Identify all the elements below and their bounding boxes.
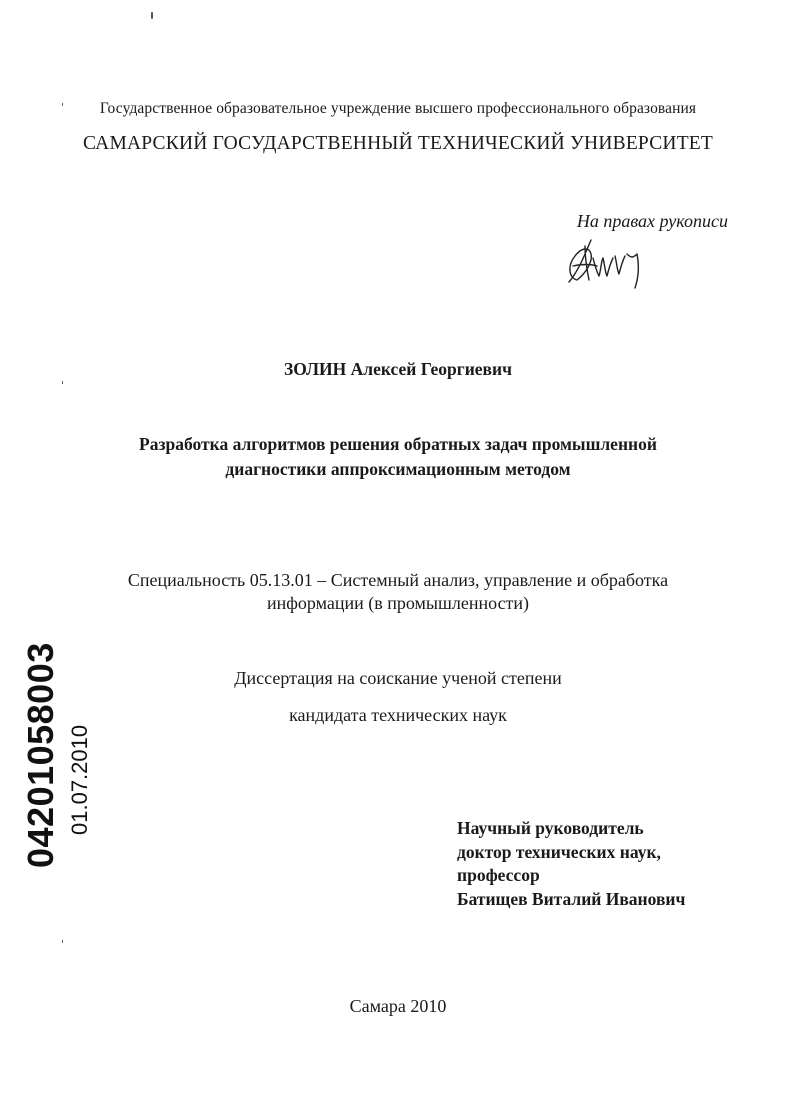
supervisor-role: Научный руководитель	[457, 818, 644, 838]
supervisor-block	[457, 817, 685, 911]
library-stamp-code: 04201058003	[20, 642, 61, 868]
specialty	[0, 569, 796, 615]
city-year: Самара 2010	[349, 996, 447, 1016]
supervisor-rank: профессор	[457, 865, 540, 885]
specialty-line-2: информации (в промышленности)	[266, 593, 530, 613]
manuscript-note: На правах рукописи	[576, 211, 728, 231]
degree-line-1: Диссертация на соискание ученой степени	[234, 668, 562, 688]
supervisor-name: Батищев Виталий Иванович	[457, 888, 686, 909]
university-name: САМАРСКИЙ ГОСУДАРСТВЕННЫЙ ТЕХНИЧЕСКИЙ УНИВЕРСИТЕТ	[82, 133, 714, 154]
scan-speck	[62, 381, 63, 384]
author-name: ЗОЛИН Алексей Георгиевич	[284, 359, 512, 379]
title-line-1: Разработка алгоритмов решения обратных задач промышленной	[139, 434, 657, 454]
specialty-line-1: Специальность 05.13.01 – Системный анализ, управление и обработка	[127, 570, 669, 590]
scan-speck	[151, 12, 153, 19]
title-line-2: диагностики аппроксимационным методом	[225, 459, 571, 479]
supervisor-degree: доктор технических наук,	[457, 841, 661, 862]
dissertation-title	[0, 432, 796, 482]
degree-line-2: кандидата технических наук	[289, 705, 507, 725]
scan-speck	[62, 940, 63, 943]
signature-icon	[563, 236, 653, 290]
library-stamp-date: 01.07.2010	[67, 724, 92, 835]
institution-line: Государственное образовательное учреждение высшего профессионального образования	[99, 100, 697, 117]
